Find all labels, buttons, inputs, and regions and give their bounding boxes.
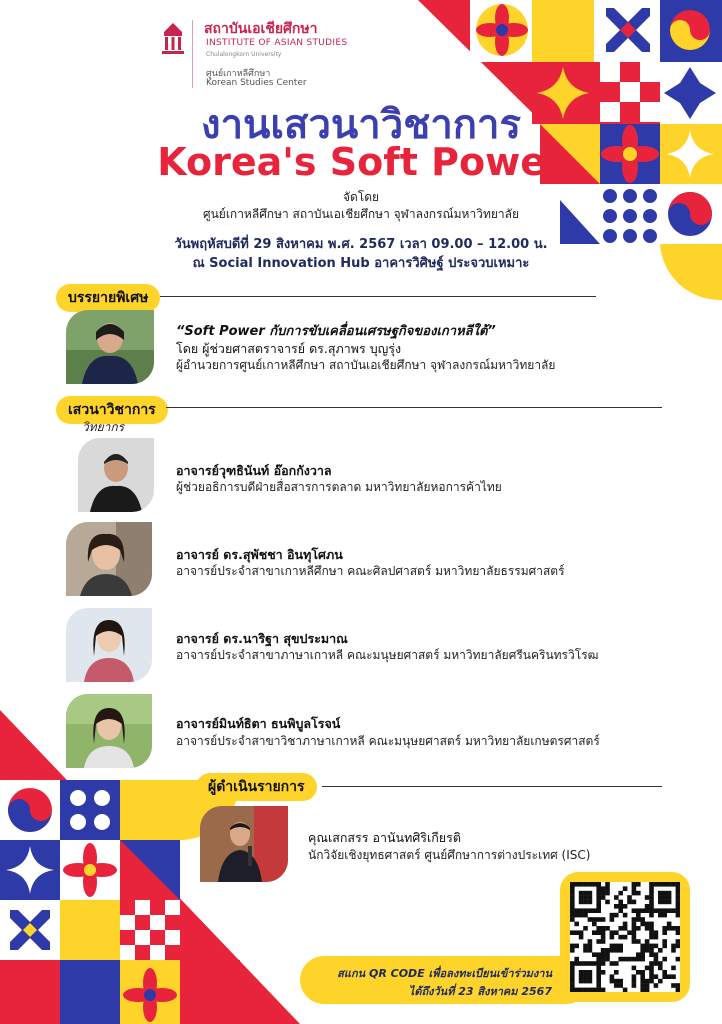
registration-deadline: ได้ถึงวันที่ 23 สิงหาคม 2567	[408, 985, 552, 998]
panel-speaker-photo	[66, 522, 152, 596]
qr-code-icon[interactable]	[570, 882, 680, 992]
moderator-position: นักวิจัยเชิงยุทธศาสตร์ ศูนย์ศึกษาการต่างประเทศ (ISC)	[308, 848, 591, 862]
panel-speaker-photo	[78, 438, 154, 512]
event-venue: ณ Social Innovation Hub อาคารวิศิษฐ์ ประจวบเหมาะ	[192, 256, 530, 271]
logo-divider	[192, 20, 193, 88]
center-name-en: Korean Studies Center	[206, 78, 307, 88]
moderator-name: คุณเสกสรร อานันทศิริเกียรติ	[308, 830, 461, 845]
panel-speaker-position: อาจารย์ประจำสาขาเกาหลีศึกษา คณะศิลปศาสตร์ มหาวิทยาลัยธรรมศาสตร์	[176, 564, 565, 578]
panel-speaker-position: อาจารย์ประจำสาขาภาษาเกาหลี คณะมนุษยศาสตร์ มหาวิทยาลัยศรีนครินทรวิโรฒ	[176, 648, 599, 662]
event-title-th: งานเสวนาวิชาการ	[201, 102, 521, 148]
panel-speaker-photo	[66, 694, 152, 768]
keynote-rule	[160, 296, 596, 297]
panel-tag: เสวนาวิชาการ	[56, 396, 168, 424]
keynote-talk-title: “Soft Power กับการขับเคลื่อนเศรษฐกิจของเกาหลีใต้”	[176, 324, 496, 339]
center-name-th: ศูนย์เกาหลีศึกษา	[206, 69, 271, 79]
panel-speaker-photo	[66, 608, 152, 682]
panel-speaker-name: อาจารย์ ดร.นาริฐา สุขประมาณ	[176, 631, 348, 646]
registration-text: สแกน QR CODE เพื่อลงทะเบียนเข้าร่วมงาน	[337, 967, 552, 980]
moderator-photo	[200, 806, 288, 882]
moderator-rule	[322, 786, 662, 787]
keynote-tag: บรรยายพิเศษ	[56, 284, 160, 312]
institute-name-th: สถาบันเอเชียศึกษา	[204, 21, 318, 37]
university-logo-icon	[160, 22, 186, 56]
panel-speaker-position: อาจารย์ประจำสาขาวิชาภาษาเกาหลี คณะมนุษยศาสตร์ มหาวิทยาลัยเกษตรศาสตร์	[176, 734, 600, 748]
organizer-label: จัดโดย	[342, 190, 380, 204]
university-name: Chulalongkorn University	[206, 51, 282, 58]
organizer-name: ศูนย์เกาหลีศึกษา สถาบันเอเชียศึกษา จุฬาลงกรณ์มหาวิทยาลัย	[202, 207, 520, 221]
keynote-speaker-photo	[66, 310, 154, 384]
panel-speaker-position: ผู้ช่วยอธิการบดีฝ่ายสื่อสารการตลาด มหาวิทยาลัยหอการค้าไทย	[176, 480, 502, 494]
institute-name-en: INSTITUTE OF ASIAN STUDIES	[206, 38, 348, 48]
keynote-speaker-name: โดย ผู้ช่วยศาสตราจารย์ ดร.สุภาพร บุญรุ่ง	[176, 341, 402, 356]
moderator-tag: ผู้ดำเนินรายการ	[196, 773, 317, 801]
panel-rule	[166, 407, 662, 408]
panel-speaker-name: อาจารย์ ดร.สุพัชชา อินทุโศภน	[176, 547, 343, 562]
event-date: วันพฤหัสบดีที่ 29 สิงหาคม พ.ศ. 2567 เวลา 09.00 – 12.00 น.	[174, 237, 548, 252]
panel-subheading: วิทยากร	[82, 420, 125, 434]
panel-speaker-name: อาจารย์มินท์ธิตา ธนพิบูลโรจน์	[176, 716, 341, 731]
keynote-speaker-position: ผู้อำนวยการศูนย์เกาหลีศึกษา สถาบันเอเชียศึกษา จุฬาลงกรณ์มหาวิทยาลัย	[176, 358, 556, 372]
event-title-en: Korea's Soft Power	[157, 140, 565, 184]
panel-speaker-name: อาจารย์วุฑธินันท์ อ๊อกกังวาล	[176, 463, 332, 478]
